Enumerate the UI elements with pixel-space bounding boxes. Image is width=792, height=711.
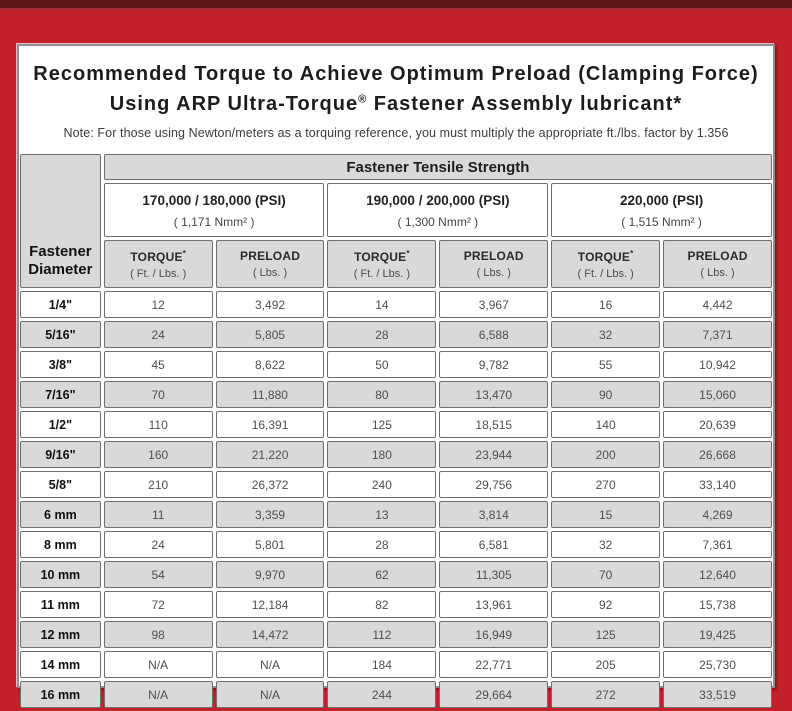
preload-value-cell: 33,519 <box>663 681 772 708</box>
nmm-rating: ( 1,300 Nmm² ) <box>397 215 479 229</box>
preload-value-cell: N/A <box>216 651 325 678</box>
torque-value-cell: 210 <box>104 471 213 498</box>
nmm-rating: ( 1,171 Nmm² ) <box>173 215 255 229</box>
preload-value-cell: 26,668 <box>663 441 772 468</box>
diameter-cell: 11 mm <box>20 591 101 618</box>
preload-value-cell: 14,472 <box>216 621 325 648</box>
torque-value-cell: 72 <box>104 591 213 618</box>
torque-value-cell: 28 <box>327 321 436 348</box>
corner-header-fastener-diameter: Fastener Diameter <box>20 154 101 288</box>
torque-table-body <box>20 291 772 708</box>
preload-value-cell: 5,805 <box>216 321 325 348</box>
preload-value-cell: 12,184 <box>216 591 325 618</box>
preload-value-cell: 7,361 <box>663 531 772 558</box>
preload-value-cell: 18,515 <box>439 411 548 438</box>
torque-value-cell: 13 <box>327 501 436 528</box>
preload-value-cell: 10,942 <box>663 351 772 378</box>
torque-value-cell: 70 <box>551 561 660 588</box>
table-row <box>20 441 772 468</box>
table-row <box>20 561 772 588</box>
preload-value-cell: 4,442 <box>663 291 772 318</box>
preload-value-cell: 9,970 <box>216 561 325 588</box>
table-row <box>20 651 772 678</box>
torque-value-cell: 70 <box>104 381 213 408</box>
torque-value-cell: 90 <box>551 381 660 408</box>
torque-value-cell: 24 <box>104 321 213 348</box>
preload-value-cell: 20,639 <box>663 411 772 438</box>
note-text: Note: For those using Newton/meters as a torquing reference, you must multiply the appropriate ft./lbs. factor by 1.356 <box>63 126 729 140</box>
psi-rating: 170,000 / 180,000 (PSI) <box>142 193 286 208</box>
table-row <box>20 621 772 648</box>
torque-value-cell: 11 <box>104 501 213 528</box>
nmm-rating: ( 1,515 Nmm² ) <box>621 215 702 229</box>
torque-value-cell: 200 <box>551 441 660 468</box>
diameter-cell: 16 mm <box>20 681 101 708</box>
preload-value-cell: 21,220 <box>216 441 325 468</box>
strength-group-header-170-180 <box>104 183 325 237</box>
diameter-cell: 12 mm <box>20 621 101 648</box>
torque-value-cell: 80 <box>327 381 436 408</box>
preload-value-cell: 25,730 <box>663 651 772 678</box>
top-maroon-strip <box>0 0 792 10</box>
preload-value-cell: 26,372 <box>216 471 325 498</box>
preload-value-cell: 6,581 <box>439 531 548 558</box>
torque-value-cell: 32 <box>551 321 660 348</box>
preload-value-cell: 4,269 <box>663 501 772 528</box>
diameter-cell: 3/8" <box>20 351 101 378</box>
torque-value-cell: 270 <box>551 471 660 498</box>
strength-group-header-220 <box>551 183 772 237</box>
psi-rating: 220,000 (PSI) <box>619 193 704 208</box>
preload-value-cell: 3,492 <box>216 291 325 318</box>
torque-value-cell: 180 <box>327 441 436 468</box>
torque-value-cell: 125 <box>327 411 436 438</box>
torque-value-cell: 45 <box>104 351 213 378</box>
preload-value-cell: 11,880 <box>216 381 325 408</box>
torque-column-header: TORQUE* ( Ft. / Lbs. ) <box>551 240 660 288</box>
torque-value-cell: 205 <box>551 651 660 678</box>
torque-value-cell: 140 <box>551 411 660 438</box>
torque-value-cell: N/A <box>104 681 213 708</box>
title-block <box>19 59 773 151</box>
diameter-cell: 5/8" <box>20 471 101 498</box>
table-row <box>20 351 772 378</box>
torque-value-cell: 184 <box>327 651 436 678</box>
preload-value-cell: 6,588 <box>439 321 548 348</box>
preload-value-cell: 15,060 <box>663 381 772 408</box>
torque-value-cell: 62 <box>327 561 436 588</box>
title-line1: Recommended Torque to Achieve Optimum Preload (Clamping Force) <box>33 63 759 85</box>
torque-value-cell: 125 <box>551 621 660 648</box>
preload-value-cell: 8,622 <box>216 351 325 378</box>
preload-value-cell: 5,801 <box>216 531 325 558</box>
diameter-cell: 1/2" <box>20 411 101 438</box>
table-row <box>20 411 772 438</box>
torque-value-cell: 92 <box>551 591 660 618</box>
preload-value-cell: 19,425 <box>663 621 772 648</box>
preload-value-cell: 29,756 <box>439 471 548 498</box>
torque-value-cell: 112 <box>327 621 436 648</box>
torque-value-cell: 15 <box>551 501 660 528</box>
torque-value-cell: 244 <box>327 681 436 708</box>
torque-value-cell: 32 <box>551 531 660 558</box>
page-title <box>27 59 765 119</box>
preload-value-cell: 16,391 <box>216 411 325 438</box>
diameter-cell: 9/16" <box>20 441 101 468</box>
table-row <box>20 291 772 318</box>
diameter-cell: 14 mm <box>20 651 101 678</box>
preload-value-cell: 12,640 <box>663 561 772 588</box>
table-row <box>20 471 772 498</box>
torque-value-cell: 82 <box>327 591 436 618</box>
preload-value-cell: 7,371 <box>663 321 772 348</box>
diameter-cell: 6 mm <box>20 501 101 528</box>
preload-value-cell: 16,949 <box>439 621 548 648</box>
preload-value-cell: N/A <box>216 681 325 708</box>
preload-column-header: PRELOAD ( Lbs. ) <box>439 240 548 288</box>
table-row <box>20 381 772 408</box>
torque-value-cell: 55 <box>551 351 660 378</box>
torque-value-cell: 14 <box>327 291 436 318</box>
torque-column-header: TORQUE* ( Ft. / Lbs. ) <box>104 240 213 288</box>
torque-value-cell: 28 <box>327 531 436 558</box>
preload-value-cell: 13,470 <box>439 381 548 408</box>
strength-group-header-190-200 <box>327 183 548 237</box>
registered-trademark-symbol: ® <box>358 93 368 106</box>
torque-value-cell: 54 <box>104 561 213 588</box>
preload-value-cell: 22,771 <box>439 651 548 678</box>
preload-column-header: PRELOAD ( Lbs. ) <box>663 240 772 288</box>
preload-value-cell: 9,782 <box>439 351 548 378</box>
torque-value-cell: 12 <box>104 291 213 318</box>
preload-value-cell: 33,140 <box>663 471 772 498</box>
content-panel <box>17 44 775 702</box>
torque-value-cell: 98 <box>104 621 213 648</box>
psi-rating: 190,000 / 200,000 (PSI) <box>366 193 510 208</box>
torque-column-header: TORQUE* ( Ft. / Lbs. ) <box>327 240 436 288</box>
diameter-cell: 10 mm <box>20 561 101 588</box>
asterisk: * <box>406 248 410 258</box>
torque-value-cell: 110 <box>104 411 213 438</box>
table-row <box>20 501 772 528</box>
table-row <box>20 531 772 558</box>
table-row <box>20 321 772 348</box>
diameter-cell: 8 mm <box>20 531 101 558</box>
preload-value-cell: 15,738 <box>663 591 772 618</box>
torque-value-cell: 16 <box>551 291 660 318</box>
torque-value-cell: 160 <box>104 441 213 468</box>
table-row <box>20 681 772 708</box>
diameter-cell: 5/16" <box>20 321 101 348</box>
torque-value-cell: 24 <box>104 531 213 558</box>
tensile-strength-header: Fastener Tensile Strength <box>104 154 772 180</box>
preload-value-cell: 29,664 <box>439 681 548 708</box>
preload-value-cell: 3,814 <box>439 501 548 528</box>
preload-value-cell: 23,944 <box>439 441 548 468</box>
torque-value-cell: N/A <box>104 651 213 678</box>
diameter-cell: 7/16" <box>20 381 101 408</box>
table-row <box>20 591 772 618</box>
title-line2: Using ARP Ultra-Torque® Fastener Assembly lubricant* <box>109 93 683 115</box>
preload-value-cell: 3,967 <box>439 291 548 318</box>
torque-value-cell: 240 <box>327 471 436 498</box>
torque-value-cell: 272 <box>551 681 660 708</box>
preload-value-cell: 3,359 <box>216 501 325 528</box>
asterisk: * <box>630 248 634 258</box>
diameter-cell: 1/4" <box>20 291 101 318</box>
preload-value-cell: 13,961 <box>439 591 548 618</box>
torque-table <box>17 151 775 711</box>
torque-value-cell: 50 <box>327 351 436 378</box>
asterisk: * <box>182 248 186 258</box>
preload-value-cell: 11,305 <box>439 561 548 588</box>
preload-column-header: PRELOAD ( Lbs. ) <box>216 240 325 288</box>
